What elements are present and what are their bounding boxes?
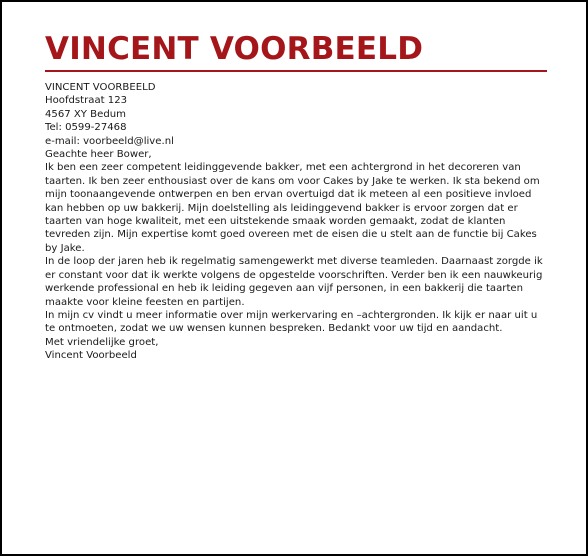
page-title <box>45 30 547 68</box>
signature: Vincent Voorbeeld <box>45 350 137 362</box>
sender-name: VINCENT VOORBEELD <box>45 82 156 93</box>
letter-body <box>45 30 547 363</box>
sender-city: 4567 XY Bedum <box>45 108 126 120</box>
sender-phone: Tel: 0599-27468 <box>45 122 127 134</box>
first-name: VINCENT <box>45 31 199 67</box>
paragraph-2: In de loop der jaren heb ik regelmatig samengewerkt met diverse teamleden. Daarnaast zorgde ik er constant voor dat ik werkte volgens de opgestelde voorschriften. Verder ben ik een nauwkeurig werkende professional en heb ik leiding gegeven aan vijf personen, in een bakkerij die taarten maakte voor kleine feesten en partijen. <box>45 256 543 308</box>
last-name: VOORBEELD <box>209 31 424 67</box>
paragraph-3: In mijn cv vindt u meer informatie over mijn werkervaring en –achtergronden. Ik kijk er naar uit u te ontmoeten, zodat we uw wensen kunnen bespreken. Bedankt voor uw tijd en aandacht. <box>45 309 538 335</box>
sender-street: Hoofdstraat 123 <box>45 95 128 107</box>
salutation: Geachte heer Bower, <box>45 149 152 161</box>
sender-address <box>45 81 547 148</box>
paragraph-1: Ik ben een zeer competent leidinggevende bakker, met een achtergrond in het decoreren van taarten. Ik ben zeer enthousiast over de kans om voor Cakes by Jake te werken. Ik sta bekend om mijn toonaangevende ontwerpen en ben ervan overtuigd dat ik meteen al een positieve invloed kan hebben op uw bakkerij. Mijn doelstelling als leidinggevend bakker is ervoor zorgen dat er taarten van hoge kwaliteit, met een uitstekende smaak worden gemaakt, zodat de klanten tevreden zijn. Mijn expertise komt goed overeen met de eisen die u stelt aan de functie bij Cakes by Jake. <box>45 162 540 254</box>
sender-email: e-mail: voorbeeld@live.nl <box>45 135 174 147</box>
closing: Met vriendelijke groet, <box>45 336 159 348</box>
title-divider <box>45 70 547 72</box>
